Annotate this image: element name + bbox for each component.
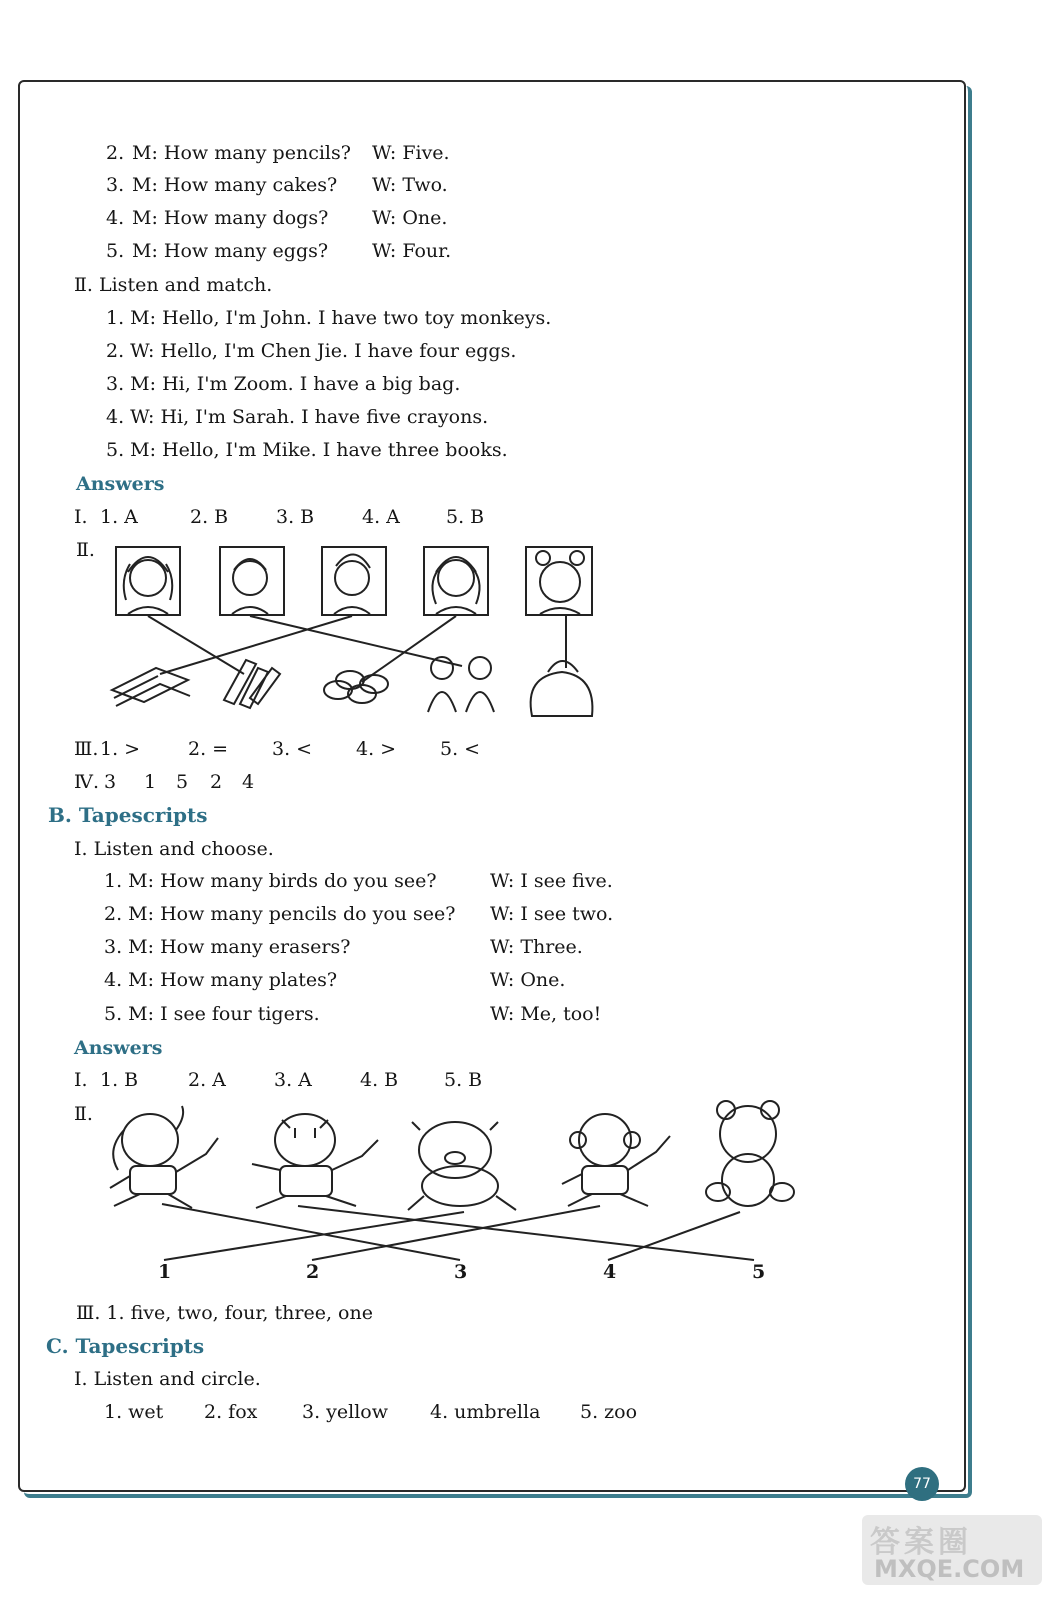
match-line-4: 4. W: Hi, I'm Sarah. I have five crayons. <box>106 406 489 428</box>
answers-b-3: Ⅲ. 1. five, two, four, three, one <box>76 1302 373 1324</box>
answers-heading-b: Answers <box>74 1037 163 1059</box>
choose-heading-b: Ⅰ. Listen and choose. <box>74 838 274 860</box>
answers-b-2-label: Ⅱ. <box>74 1103 93 1125</box>
match-line-5: 5. M: Hello, I'm Mike. I have three books. <box>106 439 508 461</box>
watermark-logo: 答案圈 MXQE.COM <box>862 1515 1042 1585</box>
circle-heading-c: Ⅰ. Listen and circle. <box>74 1368 261 1390</box>
section-c-heading: C. Tapescripts <box>46 1334 205 1358</box>
page-number: 77 <box>905 1467 939 1501</box>
match-line-3: 3. M: Hi, I'm Zoom. I have a big bag. <box>106 373 461 395</box>
match-line-2: 2. W: Hello, I'm Chen Jie. I have four eggs. <box>106 340 517 362</box>
section-b-heading: B. Tapescripts <box>48 803 208 827</box>
answers-heading-a: Answers <box>76 473 165 495</box>
match-heading: Ⅱ. Listen and match. <box>74 274 273 296</box>
match-line-1: 1. M: Hello, I'm John. I have two toy monkeys. <box>106 307 552 329</box>
answers-a-2-label: Ⅱ. <box>76 539 95 561</box>
